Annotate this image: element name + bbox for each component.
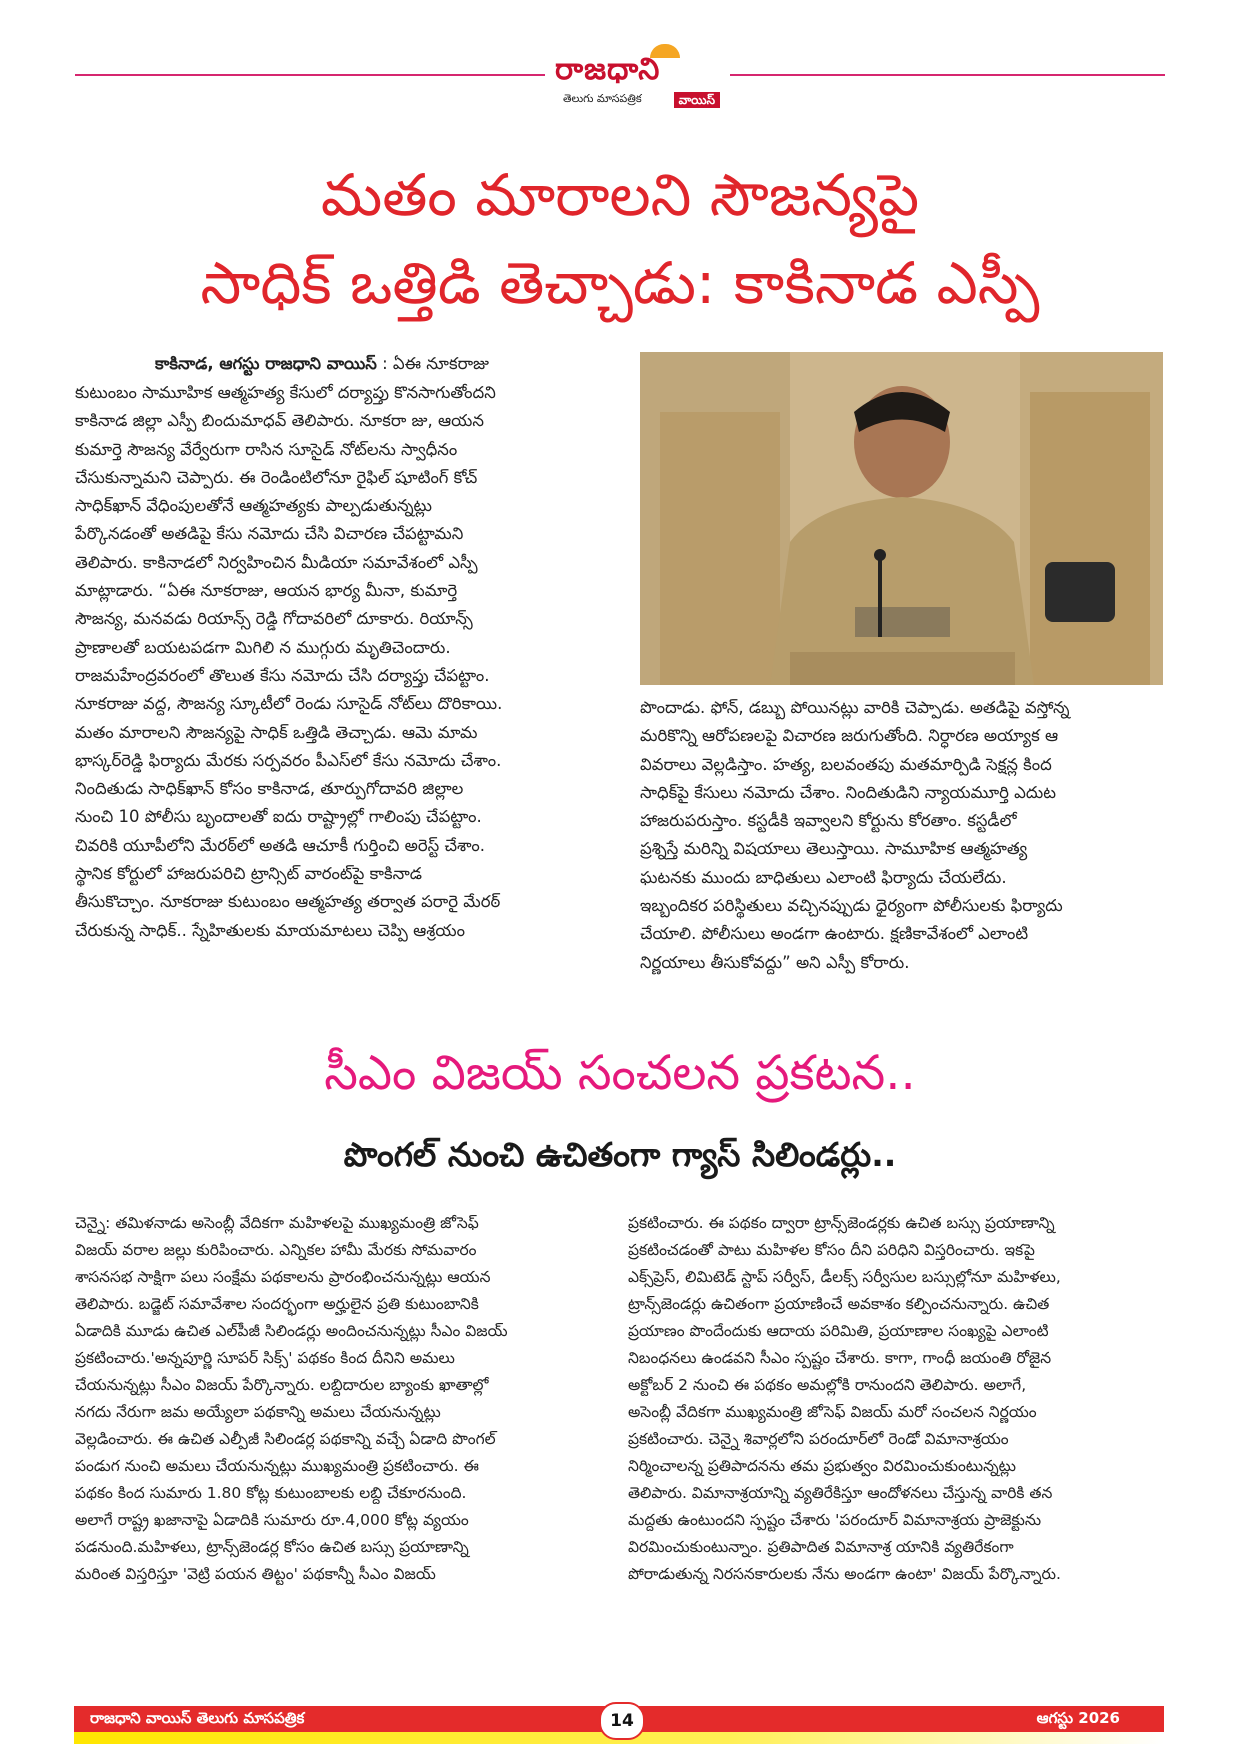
article1-text-line: తెలిపారు. కాకినాడలో నిర్వహించిన మీడియా సమావేశంలో ఎస్పీ: [75, 552, 478, 572]
article2-text-line: పోరాడుతున్న నిరసనకారులకు నేను అండగా ఉంటా' విజయ్ పేర్కొన్నారు.: [628, 1565, 1061, 1583]
article1-text-line: నుంచి 10 పోలీసు బృందాలతో ఐదు రాష్ట్రాల్లో గాలింపు చేపట్టాం.: [75, 807, 482, 827]
article2-text-line: ప్రయాణం పొందేందుకు ఆదాయ పరిమితి, ప్రయాణాల సంఖ్యపై ఎలాంటి: [628, 1322, 1049, 1340]
article2-text-line: పడనుంది.మహిళలు, ట్రాన్స్‌జెండర్ల కోసం ఉచిత బస్సు ప్రయాణాన్ని: [75, 1538, 469, 1556]
article1-text-line: ప్రశ్నిస్తే మరిన్ని విషయాలు తెలుస్తాయి. సామూహిక ఆత్మహత్య: [640, 839, 1028, 859]
article2-text-line: విరమించుకుంటున్నాం. ప్రతిపాదిత విమానాశ్ర యానికి వ్యతిరేకంగా: [628, 1538, 1014, 1556]
article1-text-line: పేర్కొనడంతో అతడిపై కేసు నమోదు చేసి విచారణ చేపట్టామని: [75, 524, 464, 544]
article1-text-line: పొందాడు. ఫోన్, డబ్బు పోయినట్లు వారికి చెప్పాడు. అతడిపై వస్తోన్న: [640, 698, 1070, 717]
police-press-meet-image: [640, 352, 1163, 685]
article2-text-line: విజయ్ వరాల జల్లు కురిపించారు. ఎన్నికల హామీ మేరకు సోమవారం: [75, 1241, 477, 1259]
article2-text-line: తెలిపారు. బడ్జెట్ సమావేశాల సందర్భంగా అర్హులైన ప్రతి కుటుంబానికి: [75, 1295, 479, 1313]
logo-tagline: తెలుగు మాసపత్రిక: [563, 92, 642, 105]
article1-text-line: రాజమహేంద్రవరంలో తొలుత కేసు నమోదు చేసి దర్యాప్తు చేపట్టాం.: [75, 665, 490, 685]
article1-text-line: భాస్కర్‌రెడ్డి ఫిర్యాదు మేరకు సర్పవరం పీఎస్‌లో కేసు నమోదు చేశాం.: [75, 750, 502, 770]
article1-text-line: నిర్ణయాలు తీసుకోవద్దు” అని ఎస్పీ కోరారు.: [640, 952, 910, 972]
article2-text-line: చేయనున్నట్లు సీఎం విజయ్ పేర్కొన్నారు. లబ్దిదారుల బ్యాంకు ఖాతాల్లో: [75, 1376, 489, 1394]
article2-text-line: ప్రకటించడంతో పాటు మహిళల కోసం దీని పరిధిని విస్తరించారు. ఇకపై: [628, 1241, 1035, 1259]
article1-text-line: హాజరుపరుస్తాం. కస్టడీకి ఇవ్వాలని కోర్టును కోరతాం. కస్టడీలో: [640, 811, 1017, 831]
logo-text: రాజధాని: [555, 52, 661, 87]
article1-text-line: వివరాలు వెల్లడిస్తాం. హత్య, బలవంతపు మతమార్పిడి సెక్షన్ల కింద: [640, 754, 1052, 774]
article1-text-line: సాధిక్‌పై కేసులు నమోదు చేశాం. నిందితుడిని న్యాయమూర్తి ఎదుట: [640, 782, 1056, 802]
top-rule-right: [730, 74, 1165, 76]
page-number: 14: [599, 1702, 645, 1740]
article1-text-line: కాకినాడ జిల్లా ఎస్పీ బిందుమాధవ్ తెలిపారు. నూకరా జు, ఆయన: [75, 411, 484, 431]
article1-text-line: మరికొన్ని ఆరోపణలపై విచారణ జరుగుతోంది. నిర్ధారణ అయ్యాక ఆ: [640, 726, 1059, 746]
article1-text-line: కుటుంబం సామూహిక ఆత్మహత్య కేసులో దర్యాప్తు కొనసాగుతోందని: [75, 383, 496, 402]
article1-text-line: చేరుకున్న సాధిక్.. స్నేహితులకు మాయమాటలు చెప్పి ఆశ్రయం: [75, 920, 465, 940]
article2-left-text: [75, 1210, 613, 1588]
article2-headline: సీఎం విజయ్ సంచలన ప్రకటన..: [324, 1045, 916, 1101]
article2-text-line: నిర్మించాలన్న ప్రతిపాదనను తమ ప్రభుత్వం విరమించుకుంటున్నట్లు: [628, 1457, 1016, 1475]
article1-text-line: చేయాలి. పోలీసులు అండగా ఉంటారు. క్షణికావేశంలో ఎలాంటి: [640, 924, 1029, 944]
article2-text-line: ట్రాన్స్‌జెండర్లు ఉచితంగా ప్రయాణించే అవకాశం కల్పించనున్నారు. ఉచిత: [628, 1295, 1050, 1313]
article2-text-line: అసెంబ్లీ వేదికగా ముఖ్యమంత్రి జోసెఫ్ విజయ్ మరో సంచలన నిర్ణయం: [628, 1403, 1037, 1421]
article1-text-line: తీసుకొచ్చాం. నూకరాజు కుటుంబం ఆత్మహత్య తర్వాత పరారై మేరఠ్: [75, 892, 501, 912]
article2-text-line: ప్రకటించారు. ఈ పథకం ద్వారా ట్రాన్స్‌జెండర్లకు ఉచిత బస్సు ప్రయాణాన్ని: [628, 1214, 1055, 1232]
article1-headline-line1: మతం మారాలని సౌజన్యపై: [320, 161, 920, 229]
article2-text-line: అక్టోబర్ 2 నుంచి ఈ పథకం అమల్లోకి రానుందని తెలిపారు. అలాగే,: [628, 1376, 1027, 1394]
article2-text-line: మరింత విస్తరిస్తూ 'వెట్రి పయన తిట్టం' పథకాన్నీ సీఎం విజయ్: [75, 1565, 436, 1583]
article1-headline-line2: సాధిక్ ఒత్తిడి తెచ్చాడు: కాకినాడ ఎస్పీ: [200, 249, 1040, 317]
article1-text-line: నూకరాజు వద్ద, సౌజన్య స్కూటీలో రెండు సూసైడ్ నోట్‌లు దొరికాయి.: [75, 694, 503, 714]
article1-dateline: [155, 350, 625, 378]
article1-text-line: చివరికి యూపీలోని మేరఠ్‌లో అతడి ఆచూకీ గుర్తించి అరెస్ట్ చేశాం.: [75, 835, 486, 855]
article2-text-line: పండుగ నుంచి అమలు చేయనున్నట్లు ముఖ్యమంత్రి ప్రకటించారు. ఈ: [75, 1457, 479, 1475]
article1-text-line: నిందితుడు సాధిక్‌ఖాన్ కోసం కాకినాడ, తూర్పుగోదావరి జిల్లాల: [75, 779, 464, 799]
article2-text-line: ఏడాదికి మూడు ఉచిత ఎల్‌పీజీ సిలిండర్లు అందించనున్నట్లు సీఎం విజయ్: [75, 1322, 508, 1340]
masthead-logo: [555, 50, 720, 108]
article2-text-line: అలాగే రాష్ట్ర ఖజానాపై ఏడాదికి సుమారు రూ.4,000 కోట్ల వ్యయం: [75, 1511, 469, 1529]
article2-text-line: శాసనసభ సాక్షిగా పలు సంక్షేమ పథకాలను ప్రారంభించనున్నట్లు ఆయన: [75, 1268, 491, 1286]
article2-text-line: వెల్లడించారు. ఈ ఉచిత ఎల్పీజీ సిలిండర్ల పథకాన్ని వచ్చే ఏడాది పొంగల్: [75, 1430, 496, 1448]
article1-text-line: కుమార్తె సౌజన్య వేర్వేరుగా రాసిన సూసైడ్ నోట్‌లను స్వాధీనం: [75, 439, 458, 459]
article1-right-text: [640, 694, 1163, 977]
article1-text-line: స్థానిక కోర్టులో హాజరుపరిచి ట్రాన్సిట్ వారంట్‌పై కాకినాడ: [75, 864, 423, 884]
article1-text-line: సౌజన్య, మనవడు రియాన్స్ రెడ్డి గోదావరిలో దూకారు. రియాన్స్: [75, 609, 473, 629]
article2-text-line: నిబంధనలు ఉండవని సీఎం స్పష్టం చేశారు. కాగా, గాంధీ జయంతి రోజైన: [628, 1349, 1052, 1367]
article1-text-line: ఘటనకు ముందు బాధితులు ఎలాంటి ఫిర్యాదు చేయలేదు.: [640, 867, 1007, 887]
article2-text-line: మద్దతు ఉంటుందని స్పష్టం చేశారు 'పరందూర్ విమానాశ్రయ ప్రాజెక్టును: [628, 1511, 1042, 1529]
logo-voice: వాయిస్: [674, 92, 720, 108]
article2-text-line: చెన్నై: తమిళనాడు అసెంబ్లీ వేదికగా మహిళలపై ముఖ్యమంత్రి జోసెఫ్: [75, 1214, 479, 1232]
article1-photo: [640, 352, 1163, 685]
footer-publication: రాజధాని వాయిస్ తెలుగు మాసపత్రిక: [90, 1709, 305, 1727]
article2-subheadline: పొంగల్ నుంచి ఉచితంగా గ్యాస్ సిలిండర్లు..: [343, 1135, 897, 1174]
article2-text-line: తెలిపారు. విమానాశ్రయాన్ని వ్యతిరేకిస్తూ ఆందోళనలు చేస్తున్న వారికి తన: [628, 1484, 1053, 1502]
article2-text-line: నగదు నేరుగా జమ అయ్యేలా పథకాన్ని అమలు చేయనున్నట్లు: [75, 1403, 441, 1421]
article1-text-line: ప్రాణాలతో బయటపడగా మిగిలి న ముగ్గురు మృతిచెందారు.: [75, 637, 451, 657]
article2-right-text: [628, 1210, 1166, 1588]
top-rule-left: [75, 74, 545, 76]
article1-text-line: సాధిక్‌ఖాన్ వేధింపులతోనే ఆత్మహత్యకు పాల్పడుతున్నట్లు: [75, 496, 432, 516]
article1-text-line: మతం మారాలని సౌజన్యపై సాధిక్ ఒత్తిడి తెచ్చాడు. ఆమె మామ: [75, 722, 478, 742]
article2-text-line: పథకం కింద సుమారు 1.80 కోట్ల కుటుంబాలకు లబ్ది చేకూరనుంది.: [75, 1484, 467, 1502]
article1-text-line: చేసుకున్నామని చెప్పారు. ఈ రెండింటిలోనూ రైఫిల్ షూటింగ్ కోచ్: [75, 467, 478, 487]
article1-text-line: ఇబ్బందికర పరిస్థితులు వచ్చినప్పుడు ధైర్యంగా పోలీసులకు ఫిర్యాదు: [640, 896, 1063, 916]
article1-text-line: మాట్లాడారు. “ఏఈ నూకరాజు, ఆయన భార్య మీనా, కుమార్తె: [75, 581, 458, 601]
dateline-text: కాకినాడ, ఆగస్టు రాజధాని వాయిస్: [155, 354, 377, 373]
article2-text-line: ఎక్స్‌ప్రెస్, లిమిటెడ్ స్టాప్ సర్వీస్, డీలక్స్ సర్వీసుల బస్సుల్లోనూ మహిళలు,: [628, 1268, 1061, 1286]
footer-date: ఆగస్టు 2026: [1036, 1709, 1120, 1727]
article2-text-line: ప్రకటించారు. చెన్నై శివార్లలోని పరందూర్‌లో రెండో విమానాశ్రయం: [628, 1430, 1009, 1448]
dateline-separator: : ఏఈ నూకరాజు: [382, 354, 490, 373]
article2-text-line: ప్రకటించారు.'అన్నపూర్ణి సూపర్ సిక్స్' పథకం కింద దీనిని అమలు: [75, 1349, 455, 1367]
article1-left-text: [75, 379, 625, 945]
